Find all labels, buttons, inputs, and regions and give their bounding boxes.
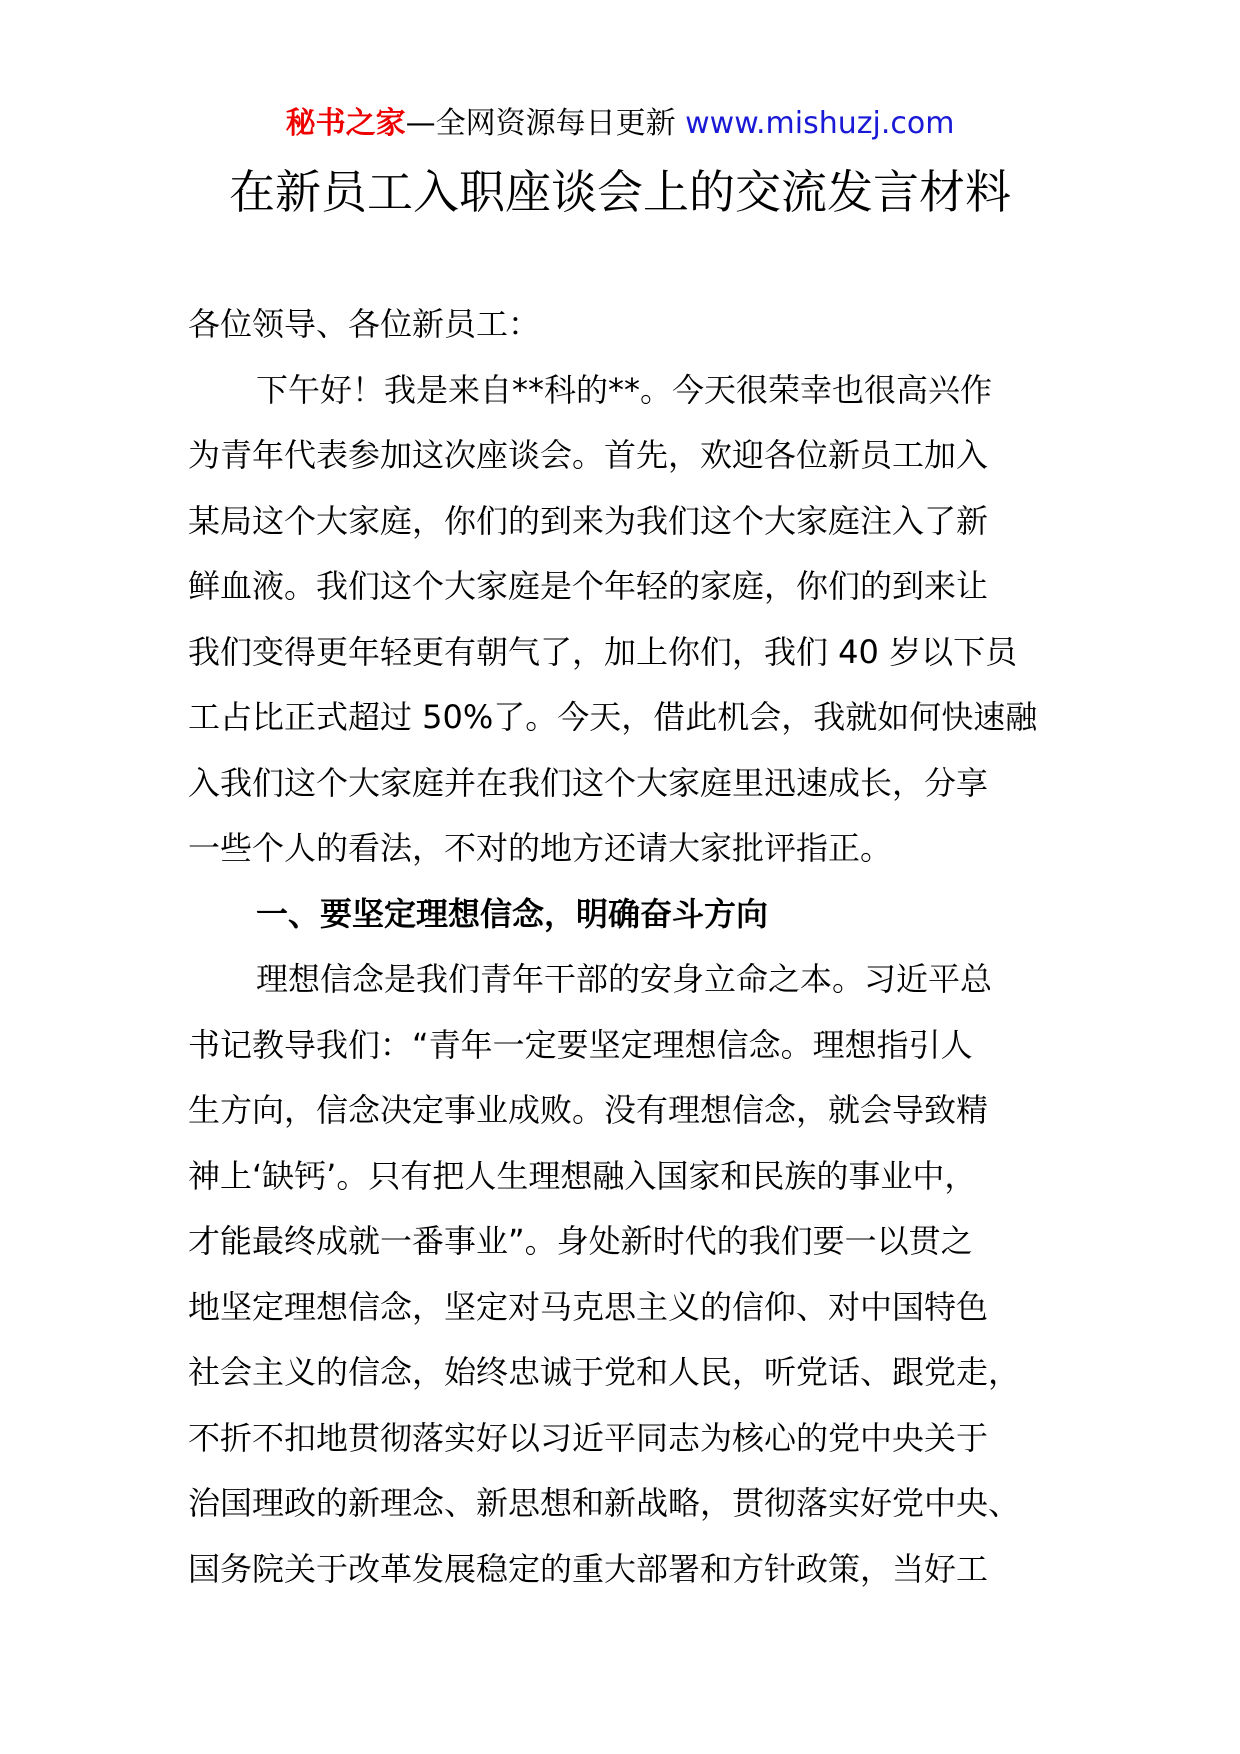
paragraph-line: 才能最终成就一番事业”。身处新时代的我们要一以贯之 bbox=[188, 1222, 973, 1260]
salutation: 各位领导、各位新员工： bbox=[188, 305, 541, 343]
site-header bbox=[0, 104, 1240, 144]
paragraph-line: 不折不扣地贯彻落实好以习近平同志为核心的党中央关于 bbox=[188, 1418, 989, 1457]
paragraph-line: 治国理政的新理念、新思想和新战略，贯彻落实好党中央、 bbox=[188, 1484, 1021, 1522]
paragraph-line: 神上‘缺钙’。只有把人生理想融入国家和民族的事业中， bbox=[188, 1156, 977, 1195]
paragraph-line: 书记教导我们：“青年一定要坚定理想信念。理想指引人 bbox=[188, 1025, 973, 1064]
paragraph-line: 为青年代表参加这次座谈会。首先，欢迎各位新员工加入 bbox=[188, 436, 989, 474]
paragraph-line: 国务院关于改革发展稳定的重大部署和方针政策，当好工 bbox=[188, 1549, 989, 1588]
paragraph-line: 鲜血液。我们这个大家庭是个年轻的家庭，你们的到来让 bbox=[188, 567, 989, 605]
paragraph-line: 理想信念是我们青年干部的安身立命之本。习近平总 bbox=[256, 960, 993, 998]
paragraph-line: 地坚定理想信念，坚定对马克思主义的信仰、对中国特色 bbox=[188, 1287, 989, 1326]
header-tagline: —全网资源每日更新 bbox=[405, 106, 676, 141]
paragraph-line: 工占比正式超过 50%了。今天，借此机会，我就如何快速融 bbox=[188, 698, 1038, 736]
paragraph-line: 某局这个大家庭，你们的到来为我们这个大家庭注入了新 bbox=[188, 501, 989, 540]
document-title: 在新员工入职座谈会上的交流发言材料 bbox=[229, 165, 1011, 219]
paragraph-line: 社会主义的信念，始终忠诚于党和人民，听党话、跟党走， bbox=[188, 1353, 1021, 1391]
paragraph-line: 入我们这个大家庭并在我们这个大家庭里迅速成长，分享 bbox=[188, 763, 989, 802]
document-body bbox=[188, 292, 1058, 1602]
paragraph-line: 生方向，信念决定事业成败。没有理想信念，就会导致精 bbox=[188, 1091, 989, 1129]
paragraph-line: 一些个人的看法，不对的地方还请大家批评指正。 bbox=[188, 829, 893, 867]
paragraph-line: 我们变得更年轻更有朝气了，加上你们，我们 40 岁以下员 bbox=[188, 632, 1018, 671]
section-heading: 一、要坚定理想信念，明确奋斗方向 bbox=[256, 894, 769, 933]
brand-name: 秘书之家 bbox=[285, 106, 406, 141]
paragraph-line: 下午好！我是来自**科的**。今天很荣幸也很高兴作 bbox=[256, 370, 993, 409]
site-url-link[interactable]: www.mishuzj.com bbox=[685, 106, 955, 141]
